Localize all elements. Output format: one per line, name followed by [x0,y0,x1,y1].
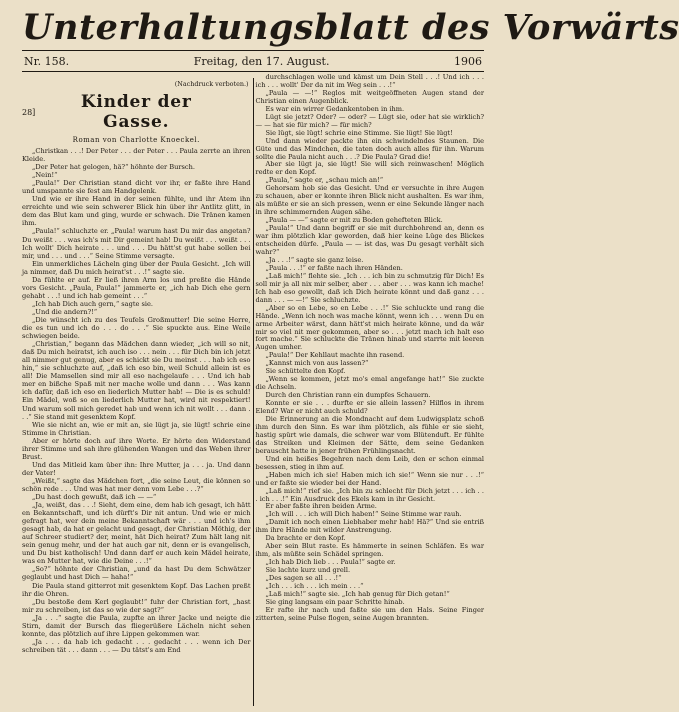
paragraph: „Kannst mich von aus lassen?“ [265,359,369,368]
paragraph: Gehorsam hob sie das Gesicht. Und er versuchte in ihre Augen zu schauen, aber er konnte ihren Blick nicht aushalten. Es war ihm, als müßte er sie an sich pressen, wenn er eine Sekunde länger nach in ihre schimmernden Augen sähe. [255,184,484,217]
paragraph: „Des sagen se all . . .!“ [265,574,342,583]
paragraph: „Du hast doch gewußt, daß ich — —“ [32,493,157,502]
paragraph: „Paula — —!“ Reglos mit weitgeöffneten Augen stand der Christian einen Augenblick. [255,88,484,105]
paragraph: „Und die andern?!“ [32,307,98,316]
paragraph: Ein unmerkliches Lächeln ging über der Paula Gesicht. „Ich will ja nimmer, daß Du mich heirat'st . . .!“ sagte sie. [22,259,251,276]
paragraph: Sie lachte kurz und grell. [265,566,351,575]
paragraph: Konnte er sie . . . durfte er sie allein lassen? Hilflos in ihrem Elend? War er nicht auch schuld? [255,399,484,416]
paragraph: Die Erinnerung an die Mondnacht auf dem Ludwigsplatz schoß ihm durch den Sinn. Es war ihm plötzlich, als fühle er sie sieht, hastig spürt wie damals, die schwer war vom Blütenduft. Er fühlte das Streiken und Kleimen der Sätte, dem seine Gedanken berauscht hatte in jener frühen Frühlingsnacht. [255,414,484,455]
paragraph: „Laß mich!“ sagte sie. „Ich hab genug für Dich getan!“ [265,589,450,598]
right-column [256,74,485,706]
paragraph: Es war ein wirrer Gedankentoben in ihm. [265,104,405,113]
paragraph: Und das Mitleid kam über ihn: Ihre Mutter, ja . . . ja. Und dann der Vater! [22,460,251,477]
paragraph: „Damit ich noch einen Liebhaber mehr hab! Hä?“ Und sie entriß ihm ihre Hände mit wilder Anstrengung. [255,518,484,535]
text-columns [22,74,484,706]
paragraph: „Nein!“ [32,171,58,180]
masthead-rule [22,50,484,51]
paragraph: Da brachte er den Kopf. [265,534,346,543]
paragraph: Er aber faßte ihren beiden Arme. [265,502,377,511]
issue-date: Freitag, den 17. August. [193,54,330,68]
paragraph: Und dann wieder packte ihn ein schwindelndes Staunen. Die Güte und das Mindchen, die taten doch auch alles für ihn. Warum sollte die Paula nicht auch . . .? Die Paula? Grad die! [255,136,484,161]
paragraph: Und wie er ihre Hand in der seinen fühlte, und ihr Atem ihn erreichte und wie sein schwerer Blick hin über ihr Antlitz glitt, in dem das Blut kam und ging, wurde er schwach. Die Tränen kamen ihm. [22,195,251,228]
paragraph: „Paula!“ Der Christian stand dicht vor ihr, er faßte ihre Hand und umspannte sie fest am Handgelenk. [22,179,251,196]
paragraph: Er rafte ihr nach und faßte sie um den Hals. Seine Finger zitterten, seine Pulse flogen, seine Augen brannten. [255,605,484,622]
paragraph: Die Paula stand gitterrot mit gesenktem Kopf. Das Lachen preßt ihr die Ohren. [22,581,251,598]
paragraph: „Paula!“ schluchzte er. „Paula! warum hast Du mir das angetan? Du weißt . . . was ich's mit Dir gemeint hab! Du weißt . . . weißt . . . Ich wollt' Dich heirate . . . und . . . Du hätt'st gut habe sollen bei mir, und . . . und . . .“ Seine Stimme versagte. [22,227,251,260]
dateline [22,53,484,69]
paragraph: Sie lügt, sie lügt! schrie eine Stimme. Sie lügt! Sie lügt! [265,128,453,137]
paragraph: „Paula!“ Der Kehllaut machte ihn rasend. [265,351,405,360]
paragraph: Sie schüttelte den Kopf. [265,367,346,376]
paragraph: „Ich will . . . ich will Dich haben!“ Seine Stimme war rauh. [265,510,462,519]
paragraph: Durch den Christian rann ein dumpfes Schauern. [265,391,431,400]
paragraph: durchschlagen wolle und kämst um Dein Stell . . .! Und ich . . . ich . . . wollt' Der da nit im Weg sein . . .!“ [255,73,484,89]
paragraph: „Weißt,“ sagte das Mädchen fort, „die seine Leut, die können so schön rede . . . Und was hat mer denn vom Lebe . . .?“ [22,476,251,493]
paragraph: Und ein heißes Begehren nach dem Leib, den er schon einmal besessen, stieg in ihm auf. [255,454,484,471]
left-body-text [22,147,251,654]
paragraph: „Paula,“ sagte er, „schau mich an!“ [265,176,384,185]
right-body-text [256,74,485,623]
column-divider [253,78,254,706]
paragraph: „Ich hab Dich lieb . . . Paula!“ sagte er. [265,558,396,567]
issue-number: Nr. 158. [24,54,70,68]
paragraph: „Die wünscht ich zu des Teufels Großmutter! Die seine Herre, die es tun und ich do . . . do . . .“ Sie spuckte aus. Eine Weile schwiegen beide. [22,315,251,341]
story-header [22,92,251,132]
paragraph: Da fühlte er auf. Er ließ ihren Arm los und preßte die Hände vors Gesicht. „Paula, Paula!“ jammerte er, „ich hab Dich ehe gern gehabt . . .! und ich hab gemeint . . .“ [22,275,251,300]
story-title: Kinder der Gasse. [80,92,192,132]
paragraph: „Paula — —“ sagte er mit zu Boden gehefteten Blick. [265,216,443,225]
paragraph: Aber er hörte doch auf ihre Worte. Er hörte den Widerstand ihrer Stimme und sah ihre glühenden Wangen und das Weben ihrer Brust. [22,436,251,461]
paragraph: „Haben mich ich sie! Haben mich ich sie!“ Wenn sie nur . . .!“ und er faßte sie wieder bei der Hand. [255,470,484,487]
paragraph: „Paula!“ Und dann begriff er sie mit durchbohrend an, denn es war ihm plötzlich klar geworden, daß hier keine Lüge des Blickes entscheiden dürfe. „Paula — — ist das, was Du gesagt verhält sich wahr?“ [255,224,484,256]
paragraph: „Aber so en Lebe, so en Lebe . . .!“ Sie schluckte und rang die Hände. „Wenn ich noch was mache könnt, wenn ich . . . wenn Du en arme Arbeiter wärst, dann hätt'st mich heirate könne, und da wär mir so viel nit mer gekommen, aber so . . . jetzt mach ich halt eso fort mache.“ Sie schluckte die Tränen hinab und starrte mit leeren Augen umher. [255,303,484,352]
issue-year: 1906 [453,54,482,68]
masthead-title: Unterhaltungsblatt des Vorwärts [22,7,679,48]
paragraph: „Wenn se kommen, jetzt mo's emal angefange hat!“ Sie zuckte die Achseln. [255,375,484,392]
paragraph: „Laß mich!“ rief sie. „Ich bin zu schlecht für Dich jetzt . . . ich . . . ich . . .!“ Ein Ausdruck des Ekels kam in ihr Gesicht. [255,486,484,503]
paragraph: Aber sie lügt ja, sie lügt! Sie will sich reinwaschen! Möglich redte er den Kopf. [255,160,484,177]
dateline-rule [22,71,484,72]
paragraph: „Christkan . . .! Der Peter . . . der Peter . . . Paula zerrte an ihren Kleide. [22,147,251,164]
paragraph: Aber sein Blut raste. Es hämmerte in seinen Schläfen. Es war ihm, als müßte sein Schädel springen. [255,542,484,559]
story-subtitle: Roman von Charlotte Knoeckel. [72,136,200,144]
paragraph: „Der Peter hat gelogen, hä?“ höhnte der Bursch. [32,163,195,172]
paragraph: „Christian,“ begann das Mädchen dann wieder, „ich will so nit, daß Du mich heiratst, ich auch iso . . . nein . . . für Dich bin ich jetzt all nimmer gut genug, aber es schickt sie Du meinst . . . hab ich eso hin,“ sie schluchzte auf, „daß ich eso bin, weil Schuld allein ist es all! Die Mamsellen sind mir all eso nachgelaufe . . . Und ich hab mer en bißche Spaß mit ner mache wolle und dann . . . Was kann ich dafür, daß ich eso en liederlich Mutter hab! — Die is es schuld! Ein Mädel, woß so en liederlich Mutter hat, wird nit respektiert! Und warum soll mich geredet hab und wenn ich nit wollt . . . dann . . .“ Sie stand mit gesenktem Kopf. [22,340,251,421]
paragraph: Lügt sie jetzt? Oder? — oder? — Lügt sie, oder hat sie wirklich? — — hat sie für mich? — für mich? [255,112,484,129]
paragraph: Wie sie nicht an, wie er mit an, sie lügt ja, sie lügt! schrie eine Stimme in Christian. [22,420,251,437]
paragraph: „Ich hab Dich auch gern,“ sagte sie. [32,299,153,308]
paragraph: „Ich . . . ich . . . ich mein . . .“ [265,582,364,590]
paragraph: „So?“ höhnte der Christian, „und da hast Du dem Schwätzer geglaubt und hast Dich — haha!“ [22,565,251,582]
paragraph: „Ja, weißt, das . . .! Sieht, dem eine, dem hab ich gesagt, ich hätt en Bekanntschaft, und ich dürft's Dir nit antun. Und wie er mich gefragt hat, wer dein meine Bekanntschaft wär . . . und ich's ihm gesagt hab, da hat er gelacht und gesagt, der Christian Möthig, der auf Schreer studiert? der, meint, hät Dich heirat? Zum hält lang nit sein genug mehr, und der hat auch gar nit, denn er is evangelisch, und Du bist katholisch! Und dann darf er auch kein Mädel heirate, was en Mutter hat, wie die Deine . . .!“ [22,501,251,566]
paragraph: Sie ging langsam ein paar Schritte hinab. [265,597,405,606]
paragraph: „Ja . . .“ sagte die Paula, zupfte an ihrer Jacke und neigte die Stirn, damit der Bursch das fliegerüßere Lächeln nicht sehen konnte, das plötzlich auf ihre Lippen gekommen war. [22,613,251,638]
paragraph: „Ja . . .!“ sagte sie ganz leise. [265,255,364,264]
paragraph: „Laß mich!“ flehte sie. „Ich . . . ich bin zu schmutzig für Dich! Es soll mir ja all nix mir selber, aber . . . aber . . . was kann ich mache! Ich hab eso gewollt, daß ich Dich heirate könnt und daß ganz . . . dann . . . — —!“ Sie schluchzte. [255,271,484,304]
newspaper-page [22,7,679,706]
paragraph: „Du bestoße dem Kerl geglaubt!“ fuhr der Christian fort, „hast mir zu schreiben, ist das so wie der sagt?“ [22,597,251,614]
reprint-note: (Nachdruck verboten.) [174,80,249,88]
paragraph: „Paula . . .!“ er faßte nach ihren Händen. [265,263,403,272]
left-column [22,74,251,706]
paragraph: „Ja . . . da hab ich gedacht . . . gedacht . . . wenn ich Der schreiben tät . . . dann . . . — Du tätst's am End [22,637,251,654]
installment-number: 28] [22,107,36,117]
